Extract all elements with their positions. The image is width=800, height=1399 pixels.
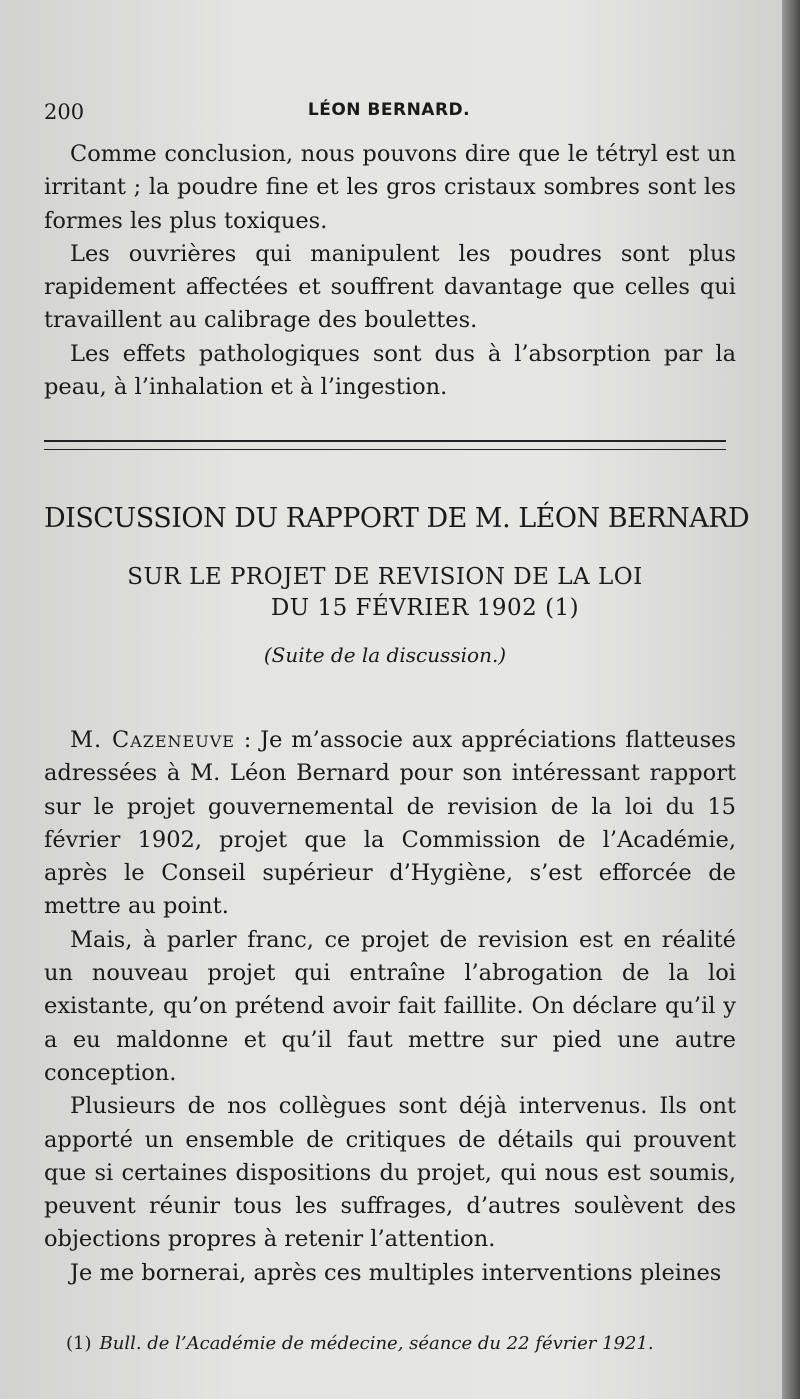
footnote: [66, 1333, 746, 1354]
continuation-note: [44, 643, 726, 667]
paragraph-text: : Je m’associe aux appréciations flatteuses adressées à M. Léon Bernard pour son intéressant rapport sur le projet gouvernemental de revision de la loi du 15 février 1902, projet que la Commission de l’Académie, après le Conseil supérieur d’Hygiène, s’est efforcée de mettre au point.: [44, 727, 737, 920]
divider-rule: [44, 440, 726, 442]
continuation-note-text: (Suite de la discussion.): [263, 643, 507, 667]
conclusion-section: [44, 138, 736, 404]
running-head: LÉON BERNARD.: [307, 100, 471, 120]
paragraph: [44, 724, 736, 924]
section-subtitle: [44, 562, 726, 624]
divider-rule-thin: [44, 449, 726, 450]
paragraph: Mais, à parler franc, ce projet de revision est en réalité un nouveau projet qui entraîne l’abrogation de la loi existante, qu’on prétend avoir fait faillite. On déclare qu’il y a eu maldonne et qu’il faut mettre sur pied une autre conception.: [44, 926, 736, 1086]
page-header: [44, 100, 734, 130]
discussion-body: [44, 724, 736, 1290]
footnote-text: Bull. de l’Académie de médecine, séance du 22 février 1921.: [99, 1333, 654, 1354]
section-title: DISCUSSION DU RAPPORT DE M. LÉON BERNARD: [44, 503, 750, 534]
paragraph: Les effets pathologiques sont dus à l’absorption par la peau, à l’inhalation et à l’ingestion.: [44, 340, 736, 401]
speaker-name: M. Cazeneuve: [70, 727, 235, 753]
subtitle-line: SUR LE PROJET DE REVISION DE LA LOI: [127, 564, 643, 590]
paragraph: Je me bornerai, après ces multiples interventions pleines: [70, 1259, 722, 1286]
book-spine-shadow: [782, 0, 800, 1399]
paragraph: Les ouvrières qui manipulent les poudres sont plus rapidement affectées et souffrent davantage que celles qui travaillent au calibrage des boulettes.: [44, 240, 736, 334]
paragraph: Comme conclusion, nous pouvons dire que le tétryl est un irritant ; la poudre fine et les gros cristaux sombres sont les formes les plus toxiques.: [44, 141, 736, 234]
subtitle-line: DU 15 FÉVRIER 1902 (1): [270, 595, 580, 621]
page-number: 200: [44, 100, 85, 124]
paragraph: Plusieurs de nos collègues sont déjà intervenus. Ils ont apporté un ensemble de critiques de détails qui prouvent que si certaines dispositions du projet, qui nous est soumis, peuvent réunir tous les suffrages, d’autres soulèvent des objections propres à retenir l’attention.: [44, 1093, 736, 1253]
footnote-number: (1): [66, 1333, 92, 1354]
